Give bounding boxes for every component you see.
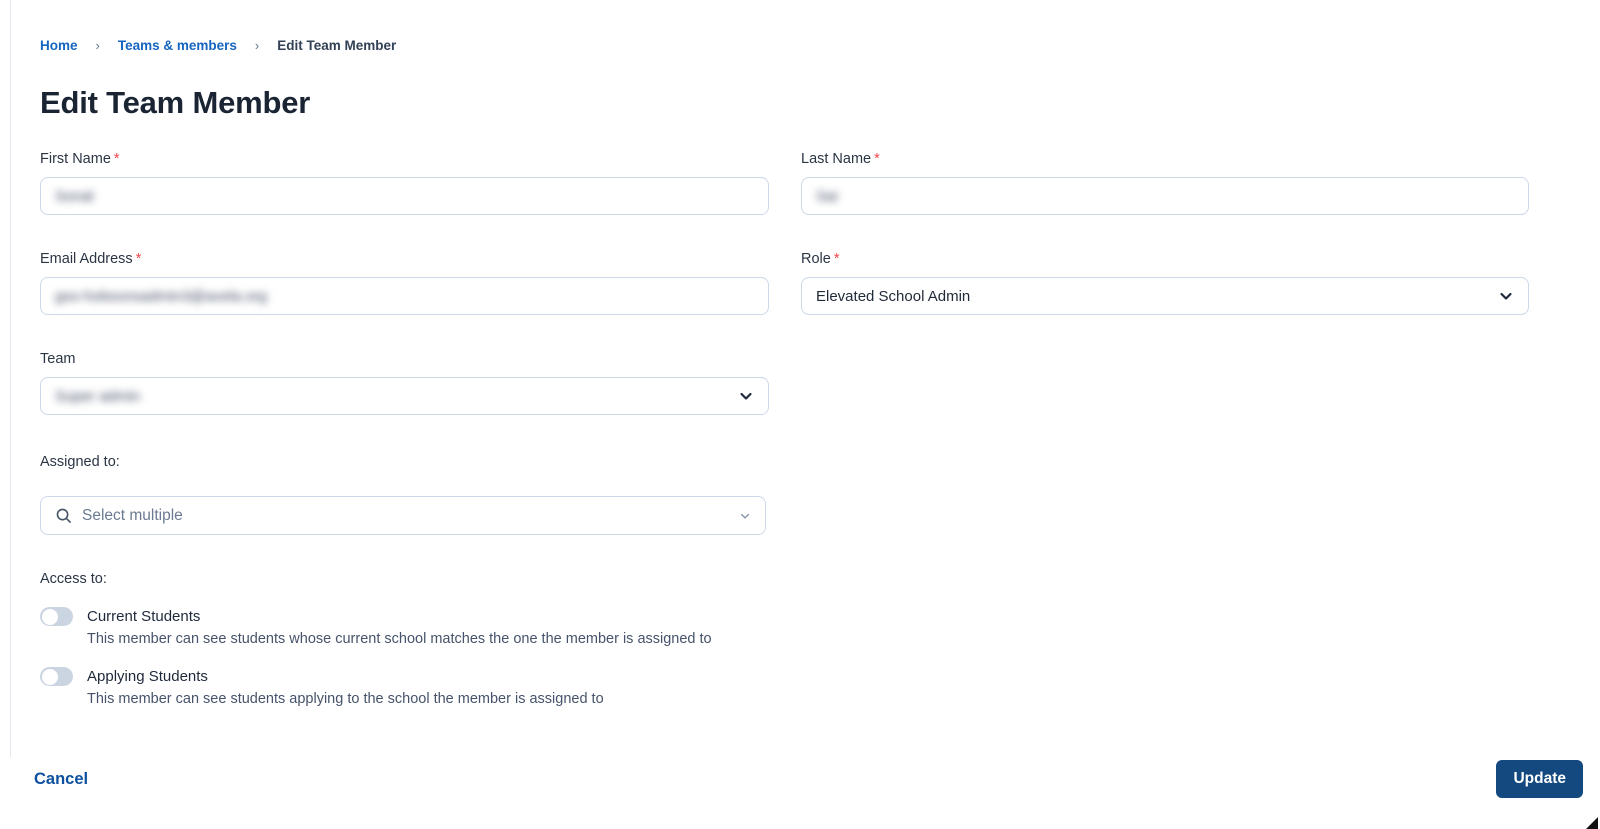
role-label: Role * <box>801 251 840 267</box>
email-label: Email Address * <box>40 251 142 267</box>
role-field-group <box>801 251 1529 315</box>
required-asterisk: * <box>833 251 840 267</box>
email-input[interactable] <box>40 277 769 315</box>
assigned-to-placeholder: Select multiple <box>82 506 183 524</box>
content-left-divider <box>10 0 11 757</box>
applying-students-toggle[interactable] <box>40 667 73 686</box>
applying-students-toggle-group <box>40 667 1530 707</box>
search-icon <box>55 507 72 524</box>
team-selected-value-redacted: Super admin <box>55 387 141 405</box>
chevron-down-icon <box>739 510 751 522</box>
current-students-toggle-group <box>40 607 1530 647</box>
assigned-to-label: Assigned to: <box>40 454 120 470</box>
required-asterisk: * <box>113 151 120 167</box>
main-content <box>40 38 1530 707</box>
applying-students-toggle-label: Applying Students <box>87 668 208 685</box>
grid-spacer <box>801 351 1529 451</box>
toggle-knob <box>42 609 58 625</box>
required-asterisk: * <box>874 151 880 167</box>
breadcrumb-link-home[interactable]: Home <box>40 38 78 53</box>
current-students-toggle-label: Current Students <box>87 608 201 625</box>
breadcrumb-separator-icon: › <box>95 38 100 53</box>
current-students-toggle[interactable] <box>40 607 73 626</box>
chevron-down-icon <box>1498 288 1514 304</box>
breadcrumb-link-teams-members[interactable]: Teams & members <box>117 38 237 53</box>
last-name-label: Last Name * <box>801 151 880 167</box>
email-field-group <box>40 251 769 315</box>
team-field-group <box>40 351 769 415</box>
edit-team-member-form <box>40 151 1530 451</box>
mouse-cursor-artifact <box>1586 817 1598 829</box>
page-title: Edit Team Member <box>40 85 311 120</box>
last-name-value-redacted: Sai <box>816 187 838 205</box>
first-name-input[interactable] <box>40 177 769 215</box>
required-asterisk: * <box>135 251 142 267</box>
role-selected-value: Elevated School Admin <box>816 287 971 305</box>
access-to-section <box>40 571 1530 707</box>
team-label: Team <box>40 351 76 367</box>
first-name-field-group <box>40 151 769 215</box>
assigned-to-multiselect[interactable] <box>40 496 766 535</box>
toggle-knob <box>42 669 58 685</box>
role-select[interactable] <box>801 277 1529 315</box>
email-value-redacted: gso-hobsonsadmin3@avela.org <box>55 287 268 305</box>
last-name-field-group <box>801 151 1529 215</box>
chevron-down-icon <box>738 388 754 404</box>
assigned-to-section <box>40 454 1530 535</box>
breadcrumb-current-page: Edit Team Member <box>277 38 397 53</box>
update-button[interactable]: Update <box>1496 760 1583 798</box>
first-name-label: First Name * <box>40 151 120 167</box>
cancel-button[interactable]: Cancel <box>34 769 89 788</box>
breadcrumb-separator-icon: › <box>254 38 260 53</box>
current-students-toggle-description: This member can see students whose current school matches the one the member is assigned to <box>87 631 712 647</box>
form-footer <box>34 760 1583 798</box>
first-name-value-redacted: Sonal <box>55 187 94 205</box>
breadcrumb <box>40 38 1530 53</box>
team-select[interactable] <box>40 377 769 415</box>
access-to-label: Access to: <box>40 571 107 587</box>
applying-students-toggle-description: This member can see students applying to the school the member is assigned to <box>87 691 604 707</box>
last-name-input[interactable] <box>801 177 1529 215</box>
